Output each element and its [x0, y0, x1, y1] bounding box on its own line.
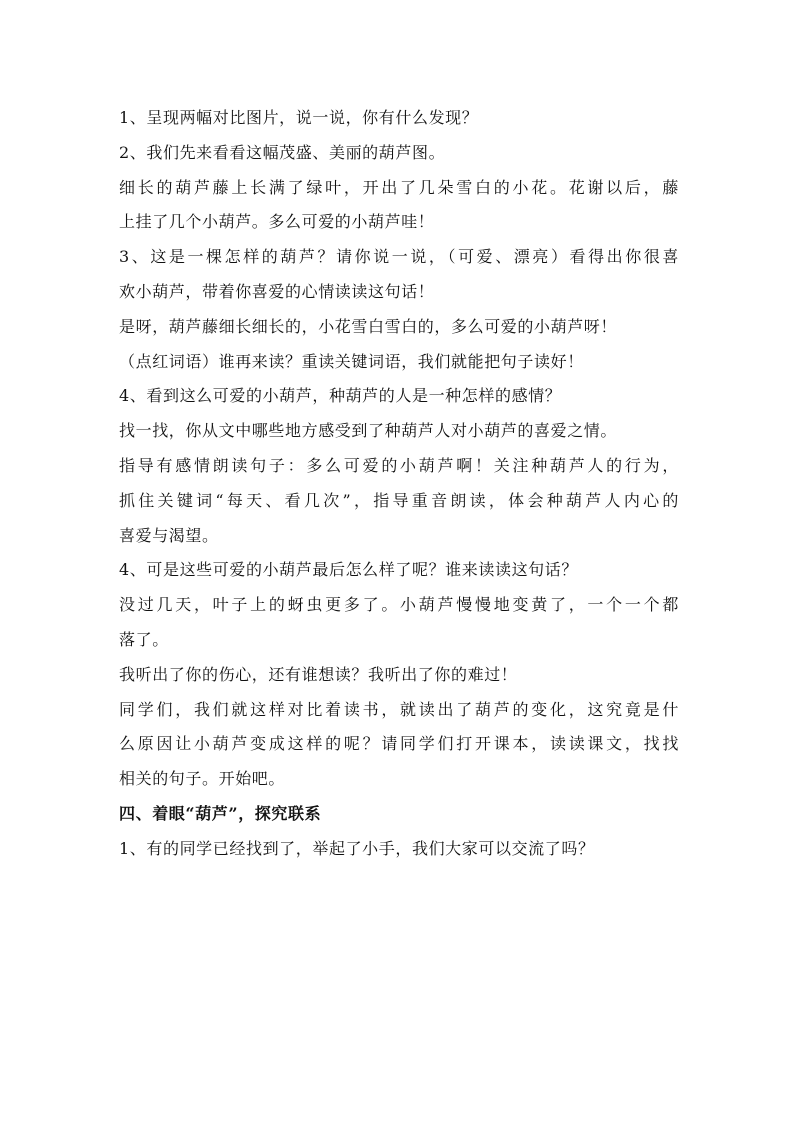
section-heading: 四、着眼“葫芦”，探究联系	[119, 803, 322, 823]
text-line: 同学们，我们就这样对比着读书，就读出了葫芦的变化，这究竟是什	[119, 699, 679, 719]
text-line: 1、呈现两幅对比图片，说一说，你有什么发现？	[119, 108, 479, 127]
document-body	[119, 101, 679, 867]
text-line: （点红词语）谁再来读？重读关键词语，我们就能把句子读好！	[119, 351, 584, 371]
text-line: 落了。	[119, 629, 169, 649]
text-line: 4、可是这些可爱的小葫芦最后怎么样了呢？谁来读读这句话？	[119, 560, 578, 580]
text-line: 1、有的同学已经找到了，举起了小手，我们大家可以交流了吗？	[119, 838, 595, 858]
text-line: 欢小葫芦，带着你喜爱的心情读读这句话！	[119, 281, 435, 301]
text-line: 相关的句子。开始吧。	[119, 769, 286, 789]
text-line: 我听出了你的伤心，还有谁想读？我听出了你的难过！	[119, 664, 518, 684]
text-line: 细长的葫芦藤上长满了绿叶，开出了几朵雪白的小花。花谢以后，藤	[119, 177, 679, 197]
text-line: 指导有感情朗读句子：多么可爱的小葫芦啊！关注种葫芦人的行为，	[119, 455, 679, 475]
text-line: 喜爱与渴望。	[119, 525, 219, 545]
text-line: 3、这是一棵怎样的葫芦？请你说一说，（可爱、漂亮）看得出你很喜	[119, 247, 679, 267]
text-line: 是呀，葫芦藤细长细长的，小花雪白雪白的，多么可爱的小葫芦呀！	[119, 316, 618, 336]
text-line: 没过几天，叶子上的蚜虫更多了。小葫芦慢慢地变黄了，一个一个都	[119, 595, 679, 615]
text-line: 抓住关键词“每天、看几次”，指导重音朗读，体会种葫芦人内心的	[119, 490, 679, 510]
text-line: 上挂了几个小葫芦。多么可爱的小葫芦哇！	[119, 212, 435, 232]
text-line: 2、我们先来看看这幅茂盛、美丽的葫芦图。	[119, 142, 446, 162]
text-line: 4、看到这么可爱的小葫芦，种葫芦的人是一种怎样的感情？	[119, 386, 562, 406]
text-line: 么原因让小葫芦变成这样的呢？请同学们打开课本，读读课文，找找	[119, 734, 679, 754]
text-line: 找一找，你从文中哪些地方感受到了种葫芦人对小葫芦的喜爱之情。	[119, 421, 618, 441]
